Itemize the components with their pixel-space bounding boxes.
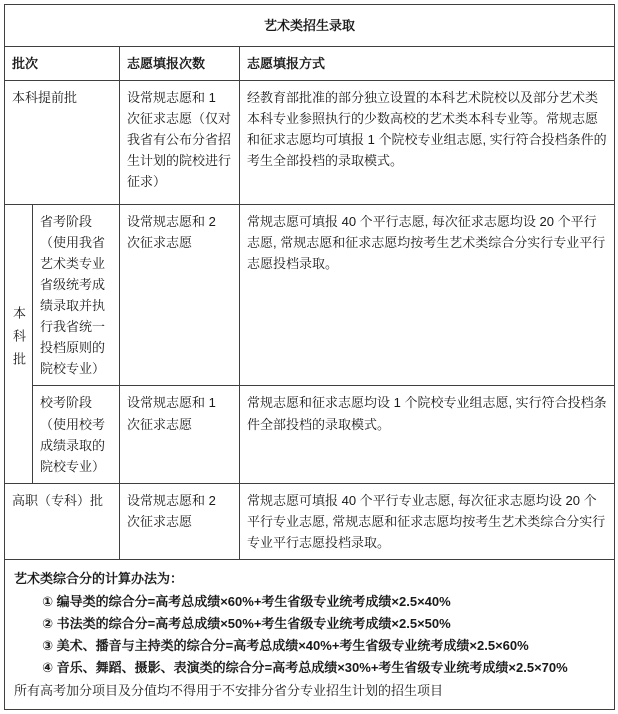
row-benke-school bbox=[5, 386, 615, 483]
row-early-batch bbox=[5, 81, 615, 205]
benke-batch-label: 本科批 bbox=[11, 306, 27, 376]
cell-early-times: 设常规志愿和 1 次征求志愿（仅对我省有公布分省招生计划的院校进行征求） bbox=[120, 81, 240, 205]
header-row bbox=[5, 47, 615, 81]
cell-provincial-times: 设常规志愿和 2 次征求志愿 bbox=[120, 205, 240, 386]
footer-note: 所有高考加分项目及分值均不得用于不安排分省分专业招生计划的招生项目 bbox=[14, 683, 444, 699]
cell-school-method: 常规志愿和征求志愿均设 1 个院校专业组志愿, 实行符合投档条件全部投档的录取模式。 bbox=[240, 386, 615, 483]
header-batch: 批次 bbox=[5, 47, 120, 81]
cell-vocational-batch: 高职（专科）批 bbox=[5, 483, 120, 559]
footer-cell bbox=[5, 559, 615, 709]
title-row bbox=[5, 5, 615, 47]
cell-provincial-method: 常规志愿可填报 40 个平行志愿, 每次征求志愿均设 20 个平行志愿, 常规志愿和征求志愿均按考生艺术类综合分实行专业平行志愿投档录取。 bbox=[240, 205, 615, 386]
cell-vocational-times: 设常规志愿和 2 次征求志愿 bbox=[120, 483, 240, 559]
footer-heading: 艺术类综合分的计算办法为： bbox=[14, 570, 184, 586]
cell-benke-batch bbox=[5, 205, 33, 484]
cell-early-method: 经教育部批准的部分独立设置的本科艺术院校以及部分艺术类本科专业参照执行的少数高校的艺术类本科专业等。常规志愿和征求志愿均可填报 1 个院校专业组志愿, 实行符合投档条件的考生全部投档的录取模式。 bbox=[240, 81, 615, 205]
header-times: 志愿填报次数 bbox=[120, 47, 240, 81]
cell-school-stage: 校考阶段（使用校考成绩录取的院校专业） bbox=[33, 386, 120, 483]
admission-table bbox=[4, 4, 615, 710]
cell-school-times: 设常规志愿和 1 次征求志愿 bbox=[120, 386, 240, 483]
cell-early-batch: 本科提前批 bbox=[5, 81, 120, 205]
footer-item-2: ② 书法类的综合分=高考总成绩×50%+考生省级专业统考成绩×2.5×50% bbox=[42, 615, 451, 631]
table-title: 艺术类招生录取 bbox=[5, 5, 615, 47]
footer-item-4: ④ 音乐、舞蹈、摄影、表演类的综合分=高考总成绩×30%+考生省级专业统考成绩×2.5×70% bbox=[42, 659, 568, 675]
footer-item-1: ① 编导类的综合分=高考总成绩×60%+考生省级专业统考成绩×2.5×40% bbox=[42, 593, 451, 609]
cell-provincial-stage: 省考阶段（使用我省艺术类专业省级统考成绩录取并执行我省统一投档原则的院校专业） bbox=[33, 205, 120, 386]
cell-vocational-method: 常规志愿可填报 40 个平行专业志愿, 每次征求志愿均设 20 个平行专业志愿, 常规志愿和征求志愿均按考生艺术类综合分实行专业平行志愿投档录取。 bbox=[240, 483, 615, 559]
footer-row bbox=[5, 559, 615, 709]
header-method: 志愿填报方式 bbox=[240, 47, 615, 81]
row-benke-provincial bbox=[5, 205, 615, 386]
row-vocational-batch bbox=[5, 483, 615, 559]
footer-item-3: ③ 美术、播音与主持类的综合分=高考总成绩×40%+考生省级专业统考成绩×2.5×60% bbox=[42, 637, 529, 653]
